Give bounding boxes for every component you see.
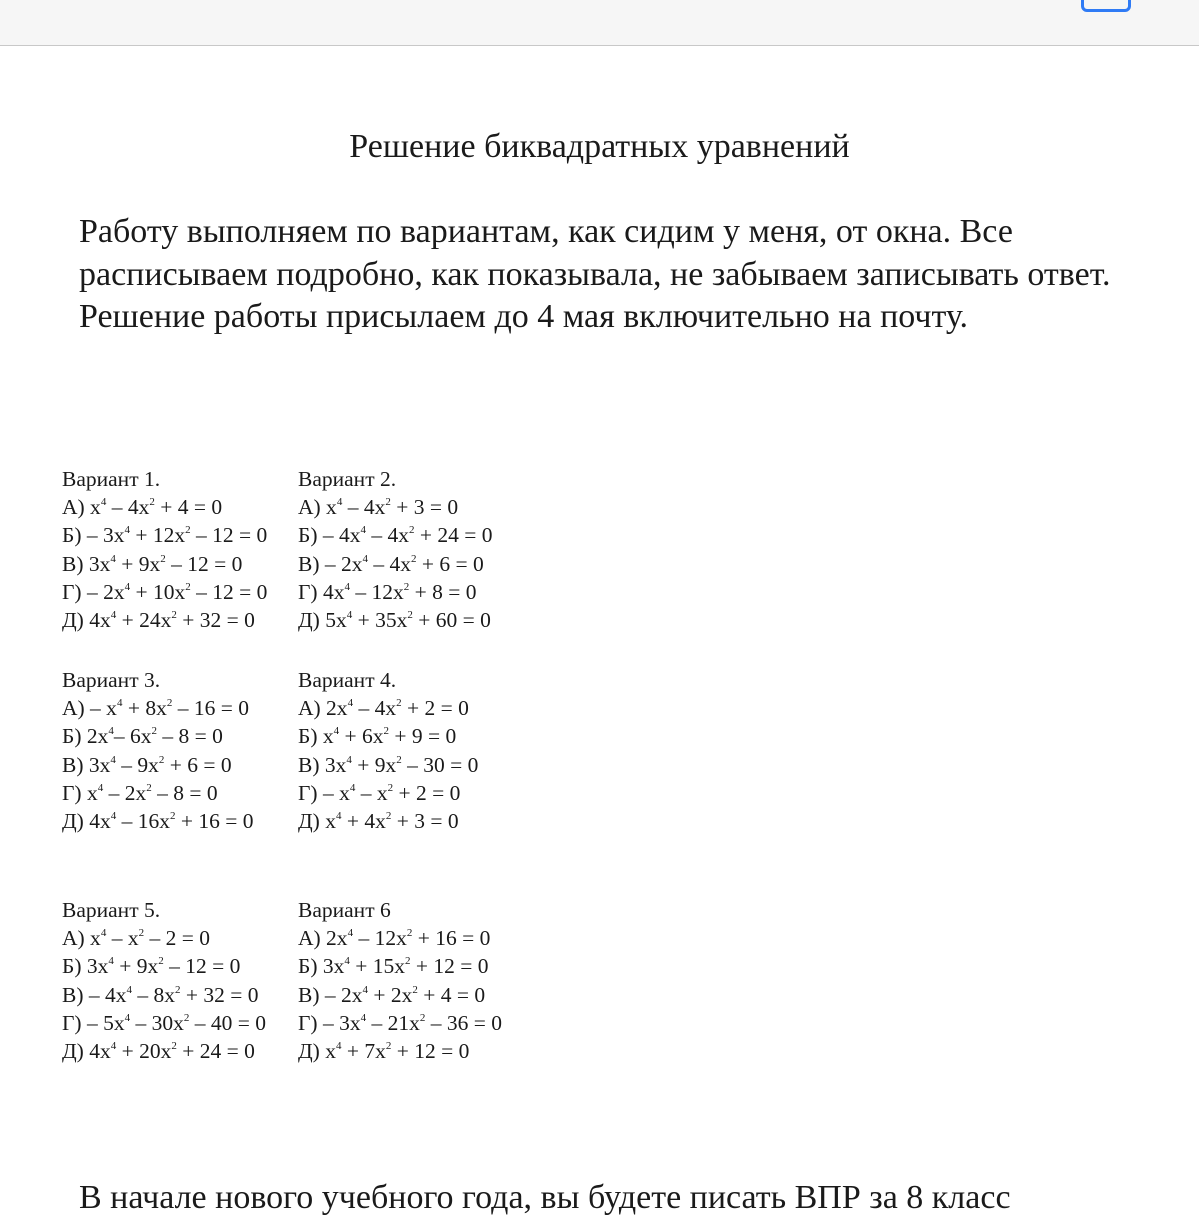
equation-part: Г) – 5x [62,1010,125,1035]
equation [298,578,493,606]
exponent: 4 [100,496,107,509]
equation-part: – 30 = 0 [401,752,479,777]
exponent: 2 [151,725,158,738]
equation [62,606,267,634]
equation [298,924,502,952]
equation-part: В) – 2x [298,982,363,1007]
equation [298,606,493,634]
equation-part: Д) x [298,1038,336,1063]
exponent: 2 [171,1039,177,1052]
equation-part: В) 3x [62,551,111,576]
exponent: 4 [126,983,132,996]
variant-title: Вариант 2. [298,467,397,491]
equation-part: – 12x [353,926,407,951]
equation [62,722,253,750]
equation-part: Б) – 3x [62,523,125,548]
equation [298,550,493,578]
equation [62,981,266,1009]
equation-part: + 20x [116,1038,172,1063]
equation [62,952,266,980]
exponent: 4 [349,781,356,794]
variant-6 [298,896,502,1065]
assignment-instructions: Работу выполняем по вариантам, как сидим у меня, от окна. Все расписываем подробно, как показывала, не забываем записывать ответ. Решение работы присылаем до 4 мая включительно на почту. [79,213,1111,335]
variant-title: Вариант 1. [62,467,161,491]
equation-part: + 2x [368,982,413,1007]
equation-part: А) 2x [298,926,348,951]
exponent: 2 [396,697,402,710]
share-icon[interactable] [1081,0,1131,12]
equation-part: А) x [62,495,101,520]
equation [62,493,267,521]
exponent: 2 [166,697,173,710]
equation [62,924,266,952]
equation-part: В) 3x [62,752,111,777]
equation-part: Д) x [298,808,336,833]
equation-part: + 6 = 0 [164,752,232,777]
equation-part: + 15x [349,954,406,979]
equation-part: Г) – 3x [298,1010,361,1035]
variant-5 [62,896,266,1065]
exponent: 2 [419,1011,426,1024]
exponent: 2 [185,580,191,593]
equation-part: – 2 = 0 [144,926,210,951]
exponent: 4 [344,580,350,593]
exponent: 4 [116,697,123,710]
equation-part: Б) x [298,724,334,749]
equation-part: + 12 = 0 [391,1038,470,1063]
equation-part: В) – 4x [62,982,127,1007]
exponent: 4 [110,809,117,822]
variant-4 [298,666,478,835]
equation-part: – x [106,926,139,951]
equation-part: + 16 = 0 [412,926,491,951]
exponent: 4 [333,725,340,738]
exponent: 4 [110,1039,117,1052]
exponent: 2 [385,809,392,822]
equation-part: + 24x [116,607,172,632]
equation-part: + 16 = 0 [175,808,254,833]
exponent: 2 [158,955,164,968]
equation-part: + 8 = 0 [409,579,477,604]
exponent: 4 [336,496,343,509]
equation-part: + 4 = 0 [154,495,223,520]
exponent: 4 [124,524,131,537]
exponent: 2 [396,753,402,766]
equation [62,694,253,722]
equation [298,779,478,807]
variant-title: Вариант 4. [298,668,397,692]
exponent: 4 [335,1039,342,1052]
exponent: 4 [346,753,352,766]
next-paragraph-partial: В начале нового учебного года, вы будете писать ВПР за 8 класс [79,1179,1011,1216]
equation-part: – 12 = 0 [190,579,268,604]
exponent: 2 [383,725,390,738]
exponent: 4 [100,927,107,940]
equation-part: Д) 4x [62,607,111,632]
equation-part: – 4x [106,495,150,520]
exponent: 4 [362,552,368,565]
exponent: 4 [110,552,116,565]
equation [62,521,267,549]
equation-part: + 9x [351,752,397,777]
equation [298,751,478,779]
equation-part: + 24 = 0 [414,523,493,548]
exponent: 2 [412,983,418,996]
equation-part: + 3 = 0 [391,808,459,833]
equation [298,493,493,521]
equation-part: – 8x [132,982,175,1007]
exponent: 4 [344,955,350,968]
equation-part: + 9 = 0 [389,724,457,749]
equation-part: Б) 3x [298,954,345,979]
exponent: 2 [160,552,166,565]
equation-part: – 12 = 0 [165,551,243,576]
equation [62,1009,266,1037]
equation-part: А) x [62,926,101,951]
equation-part: – 4x [353,696,397,721]
equation-part: – 2x [103,780,147,805]
equation-part: Б) – 4x [298,523,361,548]
equation-part: + 24 = 0 [176,1038,255,1063]
equation-part: + 12 = 0 [410,954,489,979]
equation [62,779,253,807]
equation-part: + 4x [341,808,386,833]
exponent: 4 [110,608,117,621]
equation-part: + 35x [352,607,408,632]
equation-part: А) 2x [298,696,348,721]
variant-title: Вариант 5. [62,898,161,922]
equation-part: Б) 3x [62,954,109,979]
equation-part: – 36 = 0 [425,1010,502,1035]
exponent: 4 [124,580,131,593]
equation-part: + 6x [339,724,384,749]
exponent: 4 [124,1011,131,1024]
equation-part: Г) – x [298,780,350,805]
equation-part: – 16x [116,808,170,833]
equation-part: – 4x [368,551,411,576]
equation-part: – 8 = 0 [151,780,218,805]
exponent: 2 [409,524,415,537]
equation-part: + 32 = 0 [180,982,259,1007]
equation-part: + 10x [130,579,186,604]
equation-part: + 6 = 0 [416,551,484,576]
exponent: 2 [175,983,181,996]
equation-part: Д) 4x [62,1038,111,1063]
equation [298,722,478,750]
equation [298,1037,502,1065]
equation-part: + 2 = 0 [393,780,461,805]
equation [62,550,267,578]
exponent: 2 [169,809,176,822]
viewer-toolbar [0,0,1199,46]
exponent: 4 [97,781,104,794]
equation [62,807,253,835]
exponent: 2 [183,1011,190,1024]
equation-part: Г) x [62,780,98,805]
equation [298,521,493,549]
variant-1 [62,465,267,634]
equation-part: – 16 = 0 [172,696,249,721]
exponent: 4 [360,1011,367,1024]
exponent: 2 [158,753,165,766]
equation-part: Д) 4x [62,808,111,833]
equation-part: + 12x [130,523,186,548]
exponent: 4 [335,809,342,822]
equation-part: – x [355,780,388,805]
exponent: 4 [360,524,367,537]
exponent: 2 [403,580,410,593]
equation-part: + 2 = 0 [401,696,469,721]
equation-part: + 32 = 0 [176,607,255,632]
exponent: 2 [146,781,152,794]
equation-part: – 12 = 0 [190,523,268,548]
equation-part: В) – 2x [298,551,363,576]
exponent: 2 [185,524,191,537]
exponent: 2 [138,927,145,940]
exponent: 2 [405,955,411,968]
equation [298,694,478,722]
equation-part: – 21x [366,1010,420,1035]
equation-part: – 8 = 0 [157,724,223,749]
equation-part: + 9x [113,954,159,979]
equation-part: – 30x [130,1010,184,1035]
exponent: 4 [346,608,353,621]
exponent: 4 [108,725,114,738]
variant-title: Вариант 6 [298,898,391,922]
equation-part: Б) 2x [62,724,109,749]
exponent: 4 [110,753,116,766]
equation-part: – 40 = 0 [189,1010,266,1035]
exponent: 2 [385,496,391,509]
equation-part: А) x [298,495,337,520]
equation-part: – 4x [366,523,410,548]
variant-title: Вариант 3. [62,668,161,692]
equation-part: + 4 = 0 [417,982,486,1007]
exponent: 4 [108,955,114,968]
document-title: Решение биквадратных уравнений [349,128,850,165]
equation-part: + 9x [115,551,161,576]
equation [62,578,267,606]
equation-part: – 4x [342,495,386,520]
equation-part: – 6x [113,724,152,749]
equation [298,807,478,835]
equation [62,1037,266,1065]
variant-2 [298,465,493,634]
equation-part: – 12 = 0 [163,954,241,979]
equation-part: + 60 = 0 [412,607,491,632]
exponent: 2 [411,552,417,565]
exponent: 2 [171,608,177,621]
equation [298,952,502,980]
variant-3 [62,666,253,835]
exponent: 4 [347,697,354,710]
equation-part: Д) 5x [298,607,347,632]
exponent: 2 [406,927,413,940]
equation [62,751,253,779]
equation-part: + 8x [122,696,167,721]
equation-part: Г) 4x [298,579,345,604]
equation-part: Г) – 2x [62,579,125,604]
equation [298,1009,502,1037]
exponent: 2 [149,496,155,509]
equation-part: А) – x [62,696,117,721]
equation-part: В) 3x [298,752,347,777]
equation-part: – 9x [115,752,159,777]
equation [298,981,502,1009]
exponent: 4 [362,983,368,996]
equation-part: – 12x [349,579,404,604]
exponent: 2 [387,781,394,794]
exponent: 4 [347,927,354,940]
exponent: 2 [385,1039,392,1052]
exponent: 2 [407,608,413,621]
equation-part: + 3 = 0 [390,495,459,520]
equation-part: + 7x [341,1038,386,1063]
